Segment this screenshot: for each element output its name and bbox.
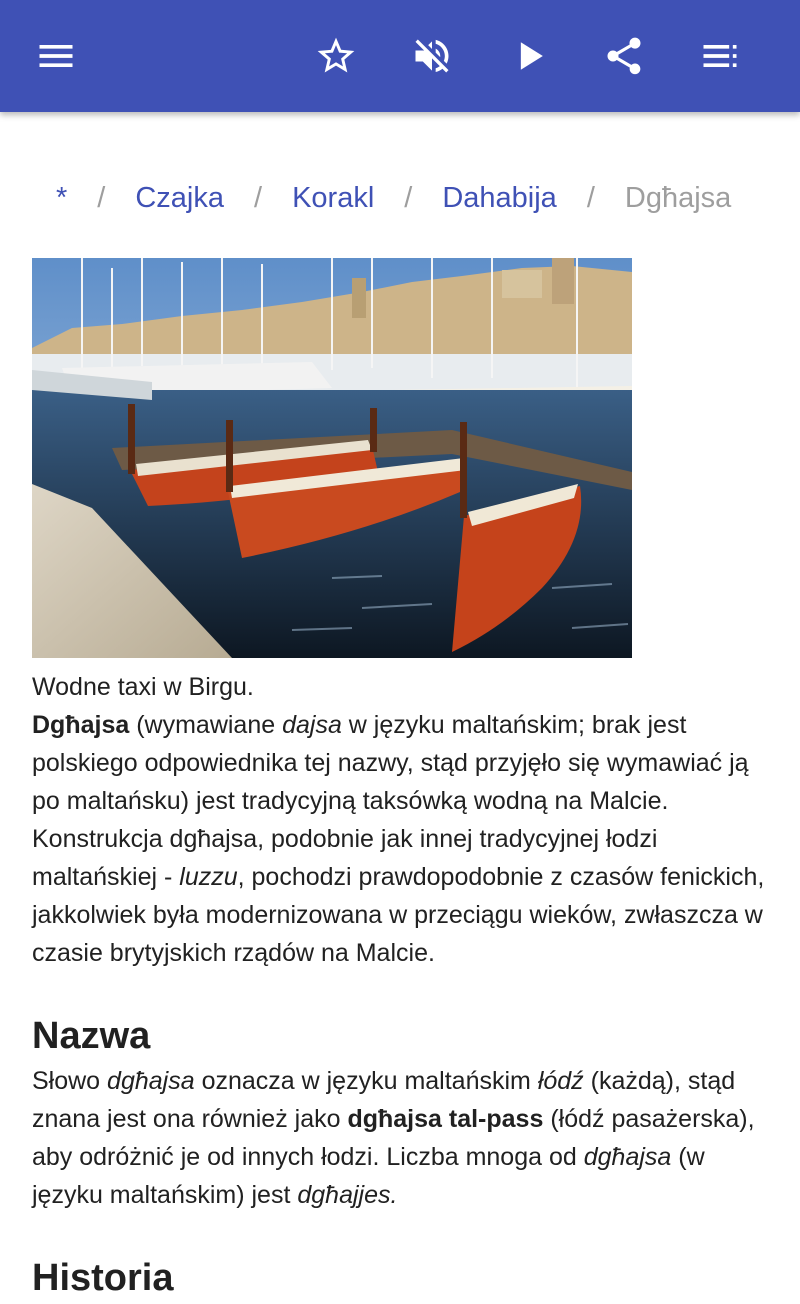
section-heading-nazwa: Nazwa [32, 1015, 151, 1057]
breadcrumb-item-home[interactable]: * [56, 181, 68, 214]
text-run: (wymawiane [129, 711, 283, 739]
article-paragraph-intro [32, 706, 772, 972]
term-italic: dajsa [282, 711, 342, 739]
text-run: (w języku maltańskim) jest [32, 1143, 705, 1209]
term-italic: luzzu [179, 863, 238, 891]
breadcrumb-separator: / [97, 181, 106, 214]
term-italic: łódź [537, 1067, 584, 1095]
text-run: , pochodzi prawdopodobnie z czasów fenickich, jakkolwiek była modernizowana w przeciągu wieków, zwłaszcza w czasie brytyjskich rządów na Malcie. [32, 863, 765, 967]
breadcrumb-separator: / [254, 181, 263, 214]
section-heading-historia: Historia [32, 1257, 174, 1299]
term-italic: dgħajjes. [297, 1181, 398, 1209]
table-of-contents-icon[interactable] [692, 28, 748, 84]
app-bar [0, 0, 800, 112]
text-run: oznacza w języku maltańskim [194, 1067, 538, 1095]
breadcrumb-item-dahabija[interactable]: Dahabija [442, 181, 557, 214]
breadcrumb-item-korakl[interactable]: Korakl [292, 181, 375, 214]
article-body [32, 668, 772, 1304]
text-run: (każdą), stąd znana jest ona również jako [32, 1067, 736, 1133]
term-bold: Dgħajsa [32, 711, 130, 739]
term-bold: dgħajsa tal-pass [347, 1105, 544, 1133]
term-italic: dgħajsa [107, 1067, 195, 1095]
share-icon[interactable] [596, 28, 652, 84]
breadcrumb-separator: / [404, 181, 413, 214]
volume-off-icon[interactable] [404, 28, 460, 84]
breadcrumb-item-czajka[interactable]: Czajka [135, 181, 225, 214]
text-run: Słowo [32, 1067, 108, 1095]
breadcrumb-separator: / [586, 181, 595, 214]
breadcrumb-current: Dgħajsa [624, 181, 732, 214]
play-icon[interactable] [502, 28, 558, 84]
text-run: (łódź pasażerska), aby odróżnić je od innych łodzi. Liczba mnoga od [32, 1105, 755, 1171]
article-image-harbour-boats[interactable] [32, 258, 632, 658]
term-italic: dgħajsa [583, 1143, 672, 1171]
text-run: w języku maltańskim; brak jest polskiego odpowiednika tej nazwy, stąd przyjęło się wymawiać ją po maltańsku) jest tradycyjną taksówką wodną na Malcie. Konstrukcja dgħajsa, podobnie jak innej tradycyjnej łodzi maltańskiej - [32, 711, 749, 891]
star-outline-icon[interactable] [308, 28, 364, 84]
menu-icon[interactable] [28, 28, 84, 84]
breadcrumb [56, 176, 731, 220]
article-paragraph-nazwa [32, 1062, 772, 1214]
image-caption: Wodne taxi w Birgu. [32, 673, 254, 701]
